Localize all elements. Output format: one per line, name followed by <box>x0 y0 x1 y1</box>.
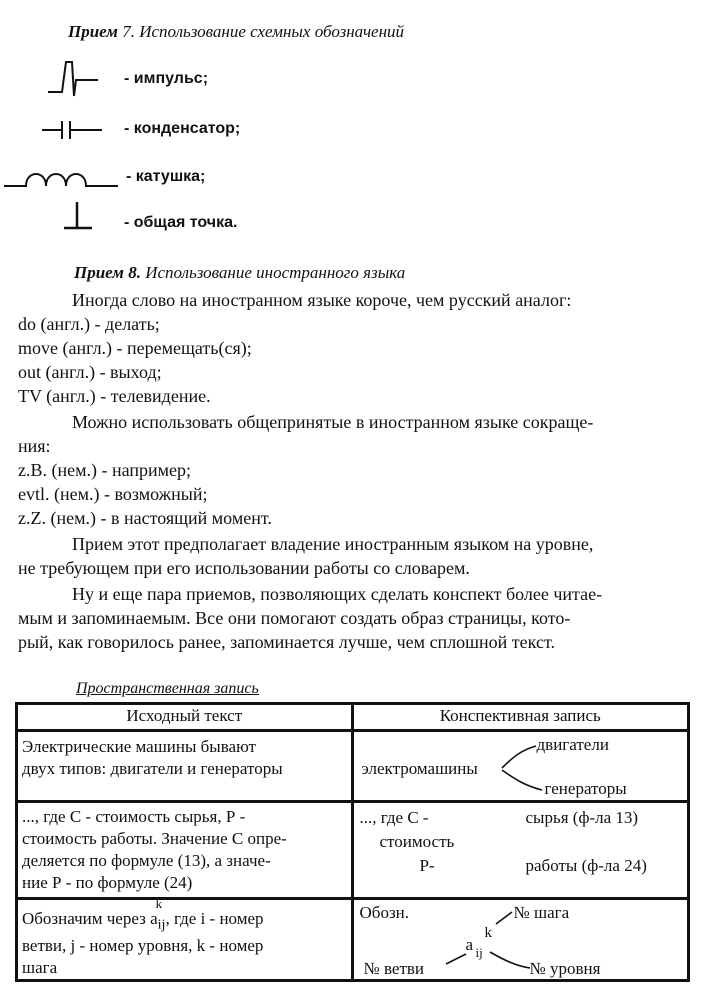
row1-source-cell <box>17 731 353 802</box>
conspect-table <box>15 702 690 982</box>
row3-source-line1 <box>22 896 347 935</box>
table-header-row <box>17 704 689 731</box>
more-paragraph-line3: рый, как говорилось ранее, запоминается лучше, чем сплошной текст. <box>18 632 555 652</box>
row2-c-label: ..., где С - <box>359 808 429 827</box>
row1-branch-lines <box>354 732 692 800</box>
table-row <box>17 731 689 802</box>
pulse-label: - импульс; <box>124 70 209 87</box>
row1-conspect-cell <box>352 731 688 802</box>
example-do: do (англ.) - делать; <box>18 314 160 334</box>
header-conspect: Конспективная запись <box>352 704 688 731</box>
section8-heading <box>74 263 405 283</box>
table-caption: Пространственная запись <box>76 680 259 697</box>
level-paragraph-line2: не требующем при его использовании работы со словарем. <box>18 558 470 578</box>
row3-k: k <box>484 925 493 941</box>
section7-heading <box>68 22 404 42</box>
more-paragraph-line1: Ну и еще пара приемов, позволяющих сделать конспект более читае- <box>72 584 603 604</box>
abbrev-paragraph-line2: ния: <box>18 436 51 456</box>
row2-cost: стоимость <box>379 832 455 851</box>
row3-conspect-cell <box>352 899 688 981</box>
example-tv: TV (англ.) - телевидение. <box>18 386 211 406</box>
row2-source-line4: ние Р - по формуле (24) <box>22 873 193 892</box>
row3-source-line3: шага <box>22 958 58 978</box>
row3-source-line2: ветви, j - номер уровня, k - номер <box>22 936 264 956</box>
row1-root: электромашины <box>361 759 478 778</box>
row2-source-line1: ..., где С - стоимость сырья, Р - <box>22 807 246 826</box>
abbrev-paragraph-line1: Можно использовать общепринятые в иностранном языке сокраще- <box>72 412 594 432</box>
more-paragraph-line2: мым и запоминаемым. Все они помогают создать образ страницы, кото- <box>18 608 571 628</box>
row1-branch-top: двигатели <box>536 735 609 754</box>
table-row <box>17 899 689 981</box>
row3-ij: ij <box>475 945 483 960</box>
coil-label: - катушка; <box>126 168 206 185</box>
row3-a: a <box>465 935 474 954</box>
example-zb: z.B. (нем.) - например; <box>18 460 192 480</box>
row2-source-line2: стоимость работы. Значение С опре- <box>22 829 287 848</box>
pulse-symbol-icon <box>40 52 100 104</box>
coil-symbol-icon <box>2 166 120 192</box>
table-row <box>17 802 689 899</box>
row2-source-cell <box>17 802 353 899</box>
row1-branch-bottom: генераторы <box>544 779 627 798</box>
row2-work: работы (ф-ла 24) <box>525 856 647 875</box>
example-evtl: evtl. (нем.) - возможный; <box>18 484 208 504</box>
section7-heading-bold: Прием <box>68 22 118 41</box>
example-out: out (англ.) - выход; <box>18 362 162 382</box>
row3-source-sub: ij <box>157 916 166 933</box>
section8-heading-rest: Использование иностранного языка <box>145 263 406 282</box>
row3-source-sup: k <box>155 896 163 911</box>
example-zz: z.Z. (нем.) - в настоящий момент. <box>18 508 272 528</box>
row2-source-line3: деляется по формуле (13), а значе- <box>22 851 271 870</box>
level-paragraph-line1: Прием этот предполагает владение иностранным языком на уровне, <box>72 534 594 554</box>
row3-arrow-lines <box>354 900 692 978</box>
row3-source-1b: , где i - номер <box>165 909 264 928</box>
row3-step: № шага <box>513 903 570 922</box>
row2-p-label: Р- <box>419 856 435 875</box>
row1-source-line1: Электрические машины бывают <box>22 737 256 756</box>
capacitor-label: - конденсатор; <box>124 120 241 137</box>
ground-label: - общая точка. <box>124 214 238 231</box>
section7-heading-rest: 7. Использование схемных обозначений <box>122 22 405 41</box>
capacitor-symbol-icon <box>40 118 110 142</box>
ground-symbol-icon <box>60 200 96 234</box>
example-move: move (англ.) - перемещать(ся); <box>18 338 252 358</box>
row3-source-cell <box>17 896 353 981</box>
row3-level: № уровня <box>529 959 601 978</box>
header-source: Исходный текст <box>17 704 353 731</box>
row3-branch: № ветви <box>363 959 425 978</box>
row3-abbr: Обозн. <box>359 903 410 922</box>
row1-source-line2: двух типов: двигатели и генераторы <box>22 759 283 778</box>
row2-conspect-cell <box>352 802 688 899</box>
row2-raw: сырья (ф-ла 13) <box>525 808 639 827</box>
intro-paragraph: Иногда слово на иностранном языке короче, чем русский аналог: <box>72 290 572 310</box>
section8-heading-bold: Прием 8. <box>74 263 141 282</box>
row3-source-1a: Обозначим через a <box>22 909 158 928</box>
